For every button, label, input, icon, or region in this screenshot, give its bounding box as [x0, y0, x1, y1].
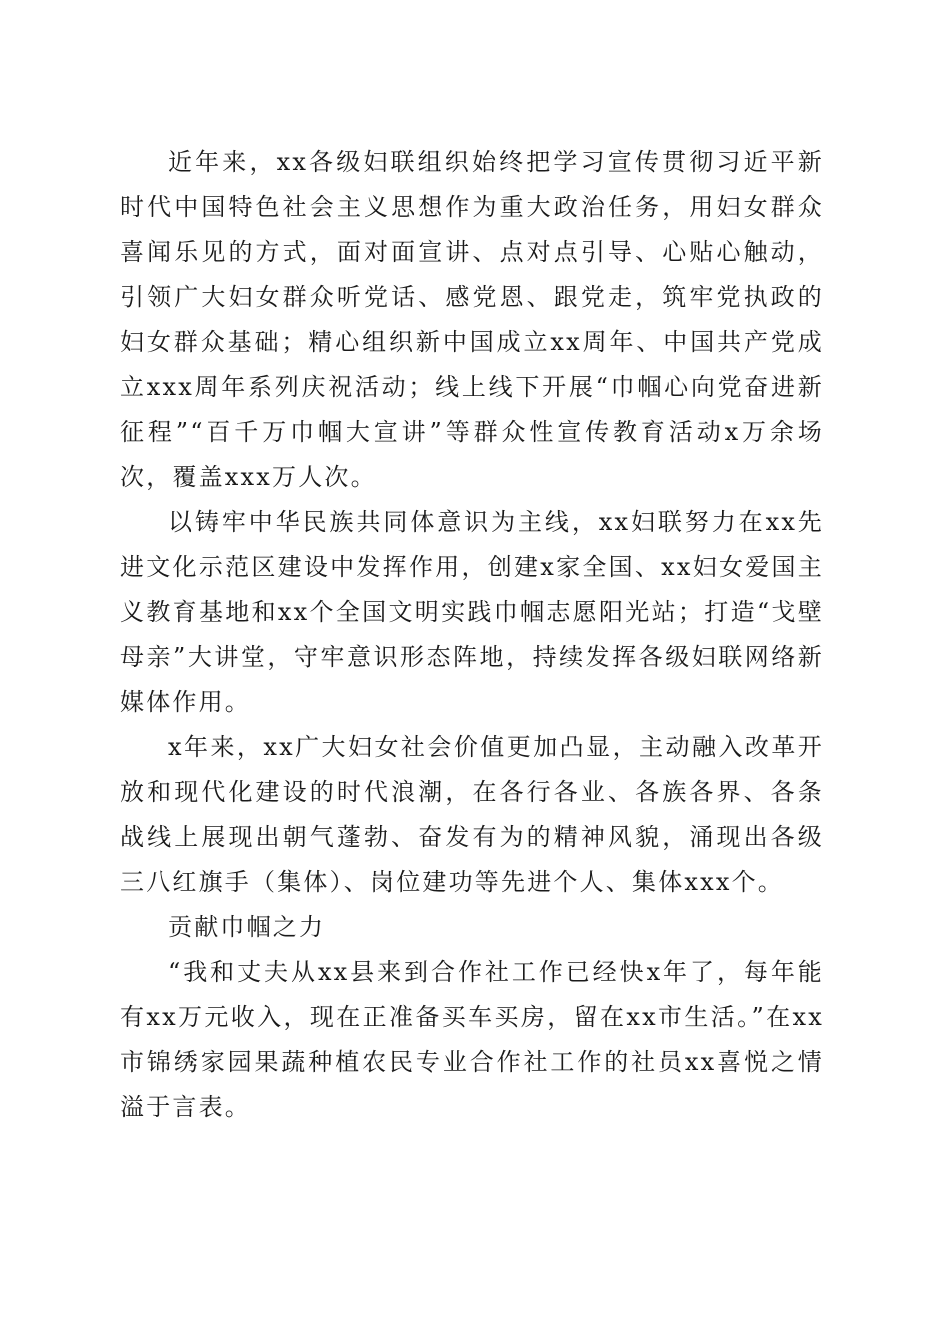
paragraph-3: x年来，xx广大妇女社会价值更加凸显，主动融入改革开放和现代化建设的时代浪潮，在各行各业、各族各界、各条战线上展现出朝气蓬勃、奋发有为的精神风貌，涌现出各级三八红旗手（集体）、岗位建功等先进个人、集体xxx个。	[120, 733, 824, 896]
paragraph-4: “我和丈夫从xx县来到合作社工作已经快x年了，每年能有xx万元收入，现在正准备买车买房，留在xx市生活。”在xx市锦绣家园果蔬种植农民专业合作社工作的社员xx喜悦之情溢于言表。	[120, 958, 824, 1121]
paragraph-1: 近年来，xx各级妇联组织始终把学习宣传贯彻习近平新时代中国特色社会主义思想作为重大政治任务，用妇女群众喜闻乐见的方式，面对面宣讲、点对点引导、心贴心触动，引领广大妇女群众听党话、感党恩、跟党走，筑牢党执政的妇女群众基础；精心组织新中国成立xx周年、中国共产党成立xxx周年系列庆祝活动；线上线下开展“巾帼心向党奋进新征程”“百千万巾帼大宣讲”等群众性宣传教育活动x万余场次，覆盖xxx万人次。	[120, 148, 824, 491]
document-body	[120, 140, 824, 1130]
section-heading: 贡献巾帼之力	[168, 913, 326, 941]
paragraph-2: 以铸牢中华民族共同体意识为主线，xx妇联努力在xx先进文化示范区建设中发挥作用，创建x家全国、xx妇女爱国主义教育基地和xx个全国文明实践巾帼志愿阳光站；打造“戈壁母亲”大讲堂，守牢意识形态阵地，持续发挥各级妇联网络新媒体作用。	[120, 508, 824, 716]
